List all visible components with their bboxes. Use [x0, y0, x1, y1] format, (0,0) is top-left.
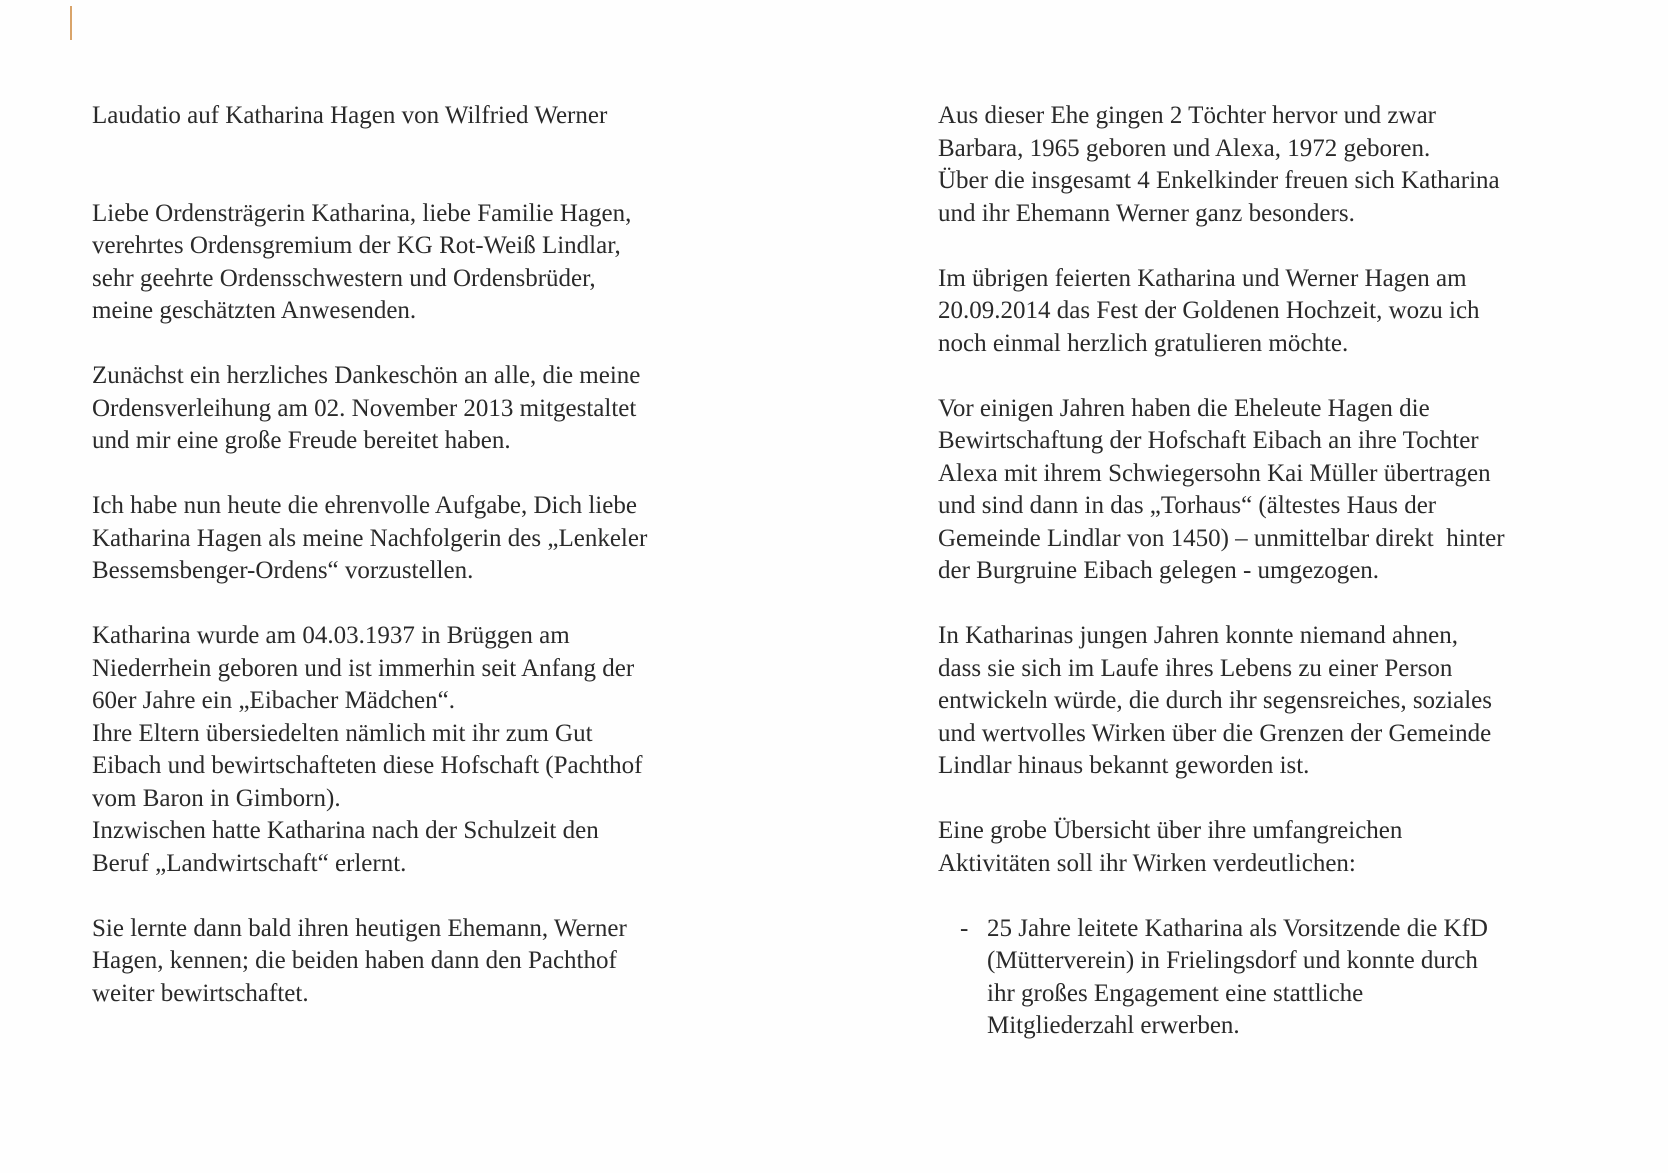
- task-line: Katharina Hagen als meine Nachfolgerin des „Lenkeler: [92, 524, 648, 552]
- biography-line: Inzwischen hatte Katharina nach der Schulzeit den: [92, 817, 599, 844]
- children-line: Barbara, 1965 geboren und Alexa, 1972 geboren.: [938, 134, 1431, 162]
- children-paragraph: [938, 100, 1618, 230]
- bullet-dash: -: [960, 914, 969, 942]
- overview-line: Eine grobe Übersicht über ihre umfangreichen: [938, 817, 1403, 844]
- biography-line: Eibach und bewirtschafteten diese Hofschaft (Pachthof: [92, 752, 643, 779]
- biography-paragraph: [92, 620, 732, 880]
- task-line: Bessemsbenger-Ordens“ vorzustellen.: [92, 557, 474, 584]
- biography-line: Niederrhein geboren und ist immerhin seit Anfang der: [92, 654, 635, 682]
- children-line: und ihr Ehemann Werner ganz besonders.: [938, 199, 1355, 227]
- greeting-paragraph: [92, 198, 732, 328]
- handover-line: der Burgruine Eibach gelegen - umgezogen.: [938, 557, 1380, 584]
- task-line: Ich habe nun heute die ehrenvolle Aufgabe, Dich liebe: [92, 492, 637, 519]
- overview-line: Aktivitäten soll ihr Wirken verdeutlichen:: [938, 849, 1356, 877]
- task-paragraph: [92, 490, 732, 588]
- marriage-paragraph: [92, 913, 732, 1011]
- thanks-line: Zunächst ein herzliches Dankeschön an alle, die meine: [92, 362, 641, 389]
- greeting-line: sehr geehrte Ordensschwestern und Ordensbrüder,: [92, 264, 596, 292]
- thanks-line: und mir eine große Freude bereitet haben.: [92, 427, 511, 454]
- biography-line: Beruf „Landwirtschaft“ erlernt.: [92, 849, 407, 877]
- activity-line: 25 Jahre leitete Katharina als Vorsitzende die KfD: [987, 914, 1488, 942]
- left-column: [92, 100, 732, 1010]
- marriage-line: Sie lernte dann bald ihren heutigen Ehemann, Werner: [92, 914, 627, 942]
- activity-line: (Mütterverein) in Frielingsdorf und konnte durch: [987, 947, 1478, 974]
- activity-line: Mitgliederzahl erwerben.: [987, 1012, 1240, 1039]
- youth-line: In Katharinas jungen Jahren konnte niemand ahnen,: [938, 622, 1458, 649]
- greeting-line: verehrtes Ordensgremium der KG Rot-Weiß Lindlar,: [92, 232, 621, 259]
- overview-paragraph: [938, 815, 1618, 880]
- anniversary-line: Im übrigen feierten Katharina und Werner Hagen am: [938, 264, 1467, 292]
- greeting-line: meine geschätzten Anwesenden.: [92, 297, 417, 324]
- youth-line: entwickeln würde, die durch ihr segensreiches, soziales: [938, 687, 1492, 714]
- biography-line: 60er Jahre ein „Eibacher Mädchen“.: [92, 687, 456, 714]
- children-line: Aus dieser Ehe gingen 2 Töchter hervor und zwar: [938, 102, 1436, 129]
- activity-list-item: [938, 913, 1618, 1043]
- anniversary-line: 20.09.2014 das Fest der Goldenen Hochzeit, wozu ich: [938, 297, 1480, 324]
- biography-line: Ihre Eltern übersiedelten nämlich mit ihr zum Gut: [92, 719, 593, 747]
- marriage-line: Hagen, kennen; die beiden haben dann den Pachthof: [92, 947, 617, 974]
- thanks-line: Ordensverleihung am 02. November 2013 mitgestaltet: [92, 394, 637, 422]
- handover-line: und sind dann in das „Torhaus“ (ältestes Haus der: [938, 492, 1437, 519]
- youth-line: und wertvolles Wirken über die Grenzen der Gemeinde: [938, 719, 1492, 747]
- thanks-paragraph: [92, 360, 732, 458]
- handover-paragraph: [938, 393, 1618, 588]
- children-line: Über die insgesamt 4 Enkelkinder freuen sich Katharina: [938, 167, 1500, 194]
- handover-line: Gemeinde Lindlar von 1450) – unmittelbar direkt hinter: [938, 524, 1505, 552]
- handover-line: Vor einigen Jahren haben die Eheleute Hagen die: [938, 394, 1430, 422]
- handover-line: Alexa mit ihrem Schwiegersohn Kai Müller übertragen: [938, 459, 1491, 487]
- marriage-line: weiter bewirtschaftet.: [92, 979, 309, 1007]
- youth-paragraph: [938, 620, 1618, 783]
- right-column: [938, 100, 1618, 1043]
- handover-line: Bewirtschaftung der Hofschaft Eibach an ihre Tochter: [938, 427, 1479, 454]
- scan-mark: [70, 6, 72, 40]
- activity-line: ihr großes Engagement eine stattliche: [987, 979, 1364, 1007]
- youth-line: dass sie sich im Laufe ihres Lebens zu einer Person: [938, 654, 1453, 682]
- anniversary-paragraph: [938, 263, 1618, 361]
- greeting-line: Liebe Ordensträgerin Katharina, liebe Familie Hagen,: [92, 199, 632, 227]
- biography-line: vom Baron in Gimborn).: [92, 784, 341, 812]
- anniversary-line: noch einmal herzlich gratulieren möchte.: [938, 329, 1349, 357]
- biography-line: Katharina wurde am 04.03.1937 in Brüggen am: [92, 622, 570, 649]
- youth-line: Lindlar hinaus bekannt geworden ist.: [938, 752, 1310, 779]
- document-title: Laudatio auf Katharina Hagen von Wilfried Werner: [92, 102, 608, 129]
